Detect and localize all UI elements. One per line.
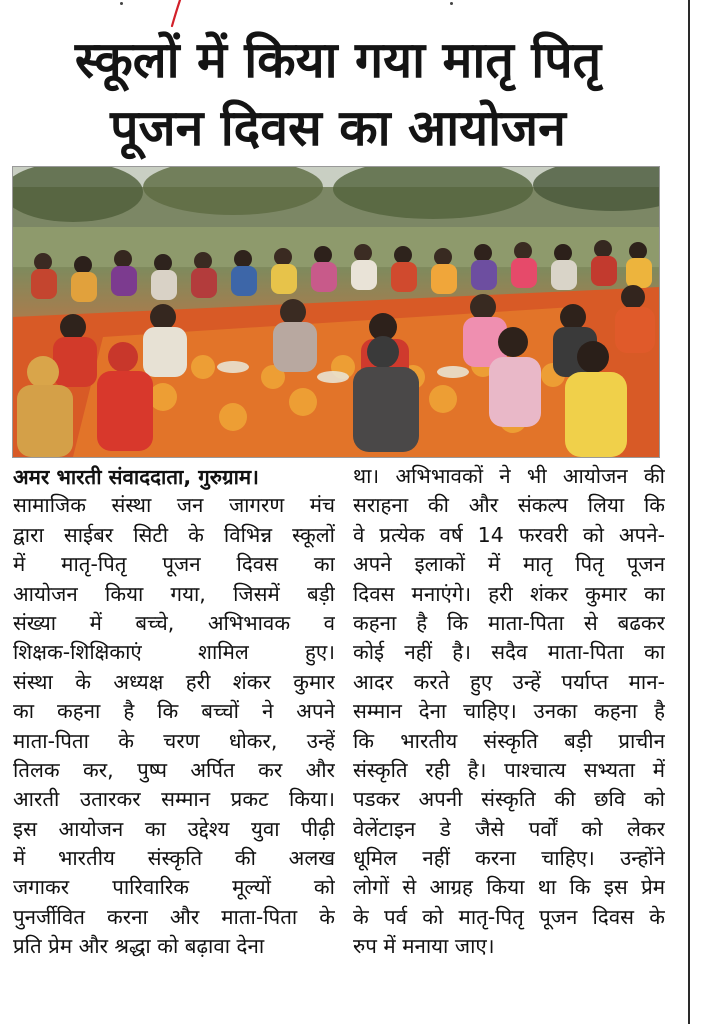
- article-line: के पर्व को मातृ-पितृ पूजन दिवस के: [353, 904, 665, 929]
- article-line: आदर करते हुए उन्हें पर्याप्त मान-: [353, 669, 665, 694]
- article-line: शिक्षक-शिक्षिकाएं शामिल हुए।: [13, 640, 335, 665]
- event-photo-illustration: [13, 167, 659, 457]
- article-column-right: [353, 462, 665, 962]
- article-line: सराहना की और संकल्प लिया कि: [353, 493, 665, 518]
- article-line: सामाजिक संस्था जन जागरण मंच: [13, 493, 335, 518]
- article-line: प्रति प्रेम और श्रद्धा को बढ़ावा देना: [13, 934, 265, 959]
- article-line: में भारतीय संस्कृति की अलख: [13, 846, 335, 871]
- article-line: कि भारतीय संस्कृति बड़ी प्राचीन: [353, 728, 665, 753]
- red-pen-mark-icon: [168, 0, 182, 28]
- article-line: जगाकर पारिवारिक मूल्यों को: [13, 875, 335, 900]
- article-line: का कहना है कि बच्चों ने अपने: [13, 699, 335, 724]
- event-photo: [12, 166, 660, 458]
- article-line: में मातृ-पितृ पूजन दिवस का: [13, 552, 335, 577]
- crop-mark: [450, 2, 453, 5]
- article-line: पडकर अपनी संस्कृति की छवि को: [353, 787, 665, 812]
- article-line: आयोजन किया गया, जिसमें बड़ी: [13, 581, 335, 606]
- article-line: सम्मान देना चाहिए। उनका कहना है: [353, 699, 665, 724]
- headline-line-1: स्कूलों में किया गया मातृ पितृ: [74, 31, 602, 89]
- article-line: माता-पिता के चरण धोकर, उन्हें: [13, 728, 335, 753]
- article-line: धूमिल नहीं करना चाहिए। उन्होंने: [353, 846, 665, 871]
- crop-mark: [120, 2, 123, 5]
- article-line: अपने इलाकों में मातृ पितृ पूजन: [353, 552, 665, 577]
- byline: अमर भारती संवाददाता, गुरुग्राम।: [13, 465, 259, 489]
- headline-line-2: पूजन दिवस का आयोजन: [110, 99, 566, 157]
- byline-spacer: [13, 462, 335, 491]
- article-line: वे प्रत्येक वर्ष 14 फरवरी को अपने-: [353, 522, 665, 547]
- article-line: आरती उतारकर सम्मान प्रकट किया।: [13, 787, 335, 812]
- article-line: द्वारा साईबर सिटी के विभिन्न स्कूलों: [13, 522, 335, 547]
- article-line: पुनर्जीवित करना और माता-पिता के: [13, 904, 335, 929]
- article-line: संस्था के अध्यक्ष हरी शंकर कुमार: [13, 669, 335, 694]
- article-line: कहना है कि माता-पिता से बढकर: [353, 610, 665, 635]
- article-line: तिलक कर, पुष्प अर्पित कर और: [13, 757, 335, 782]
- article-line: इस आयोजन का उद्देश्य युवा पीढ़ी: [13, 816, 335, 841]
- article-line: लोगों से आग्रह किया था कि इस प्रेम: [353, 875, 665, 900]
- article-line: रुप में मनाया जाए।: [353, 934, 495, 959]
- article-line: था। अभिभावकों ने भी आयोजन की: [353, 464, 665, 488]
- article-line: वेलेंटाइन डे जैसे पर्वों को लेकर: [353, 816, 665, 841]
- article-line: संस्कृति रही है। पाश्चात्य सभ्यता में: [353, 757, 665, 782]
- column-rule: [688, 0, 690, 1024]
- article-line: संख्या में बच्चे, अभिभावक व: [13, 610, 335, 635]
- article-column-left: [13, 462, 335, 962]
- article-line: कोई नहीं है। सदैव माता-पिता का: [353, 640, 665, 665]
- article-line: दिवस मनाएंगे। हरी शंकर कुमार का: [353, 581, 665, 606]
